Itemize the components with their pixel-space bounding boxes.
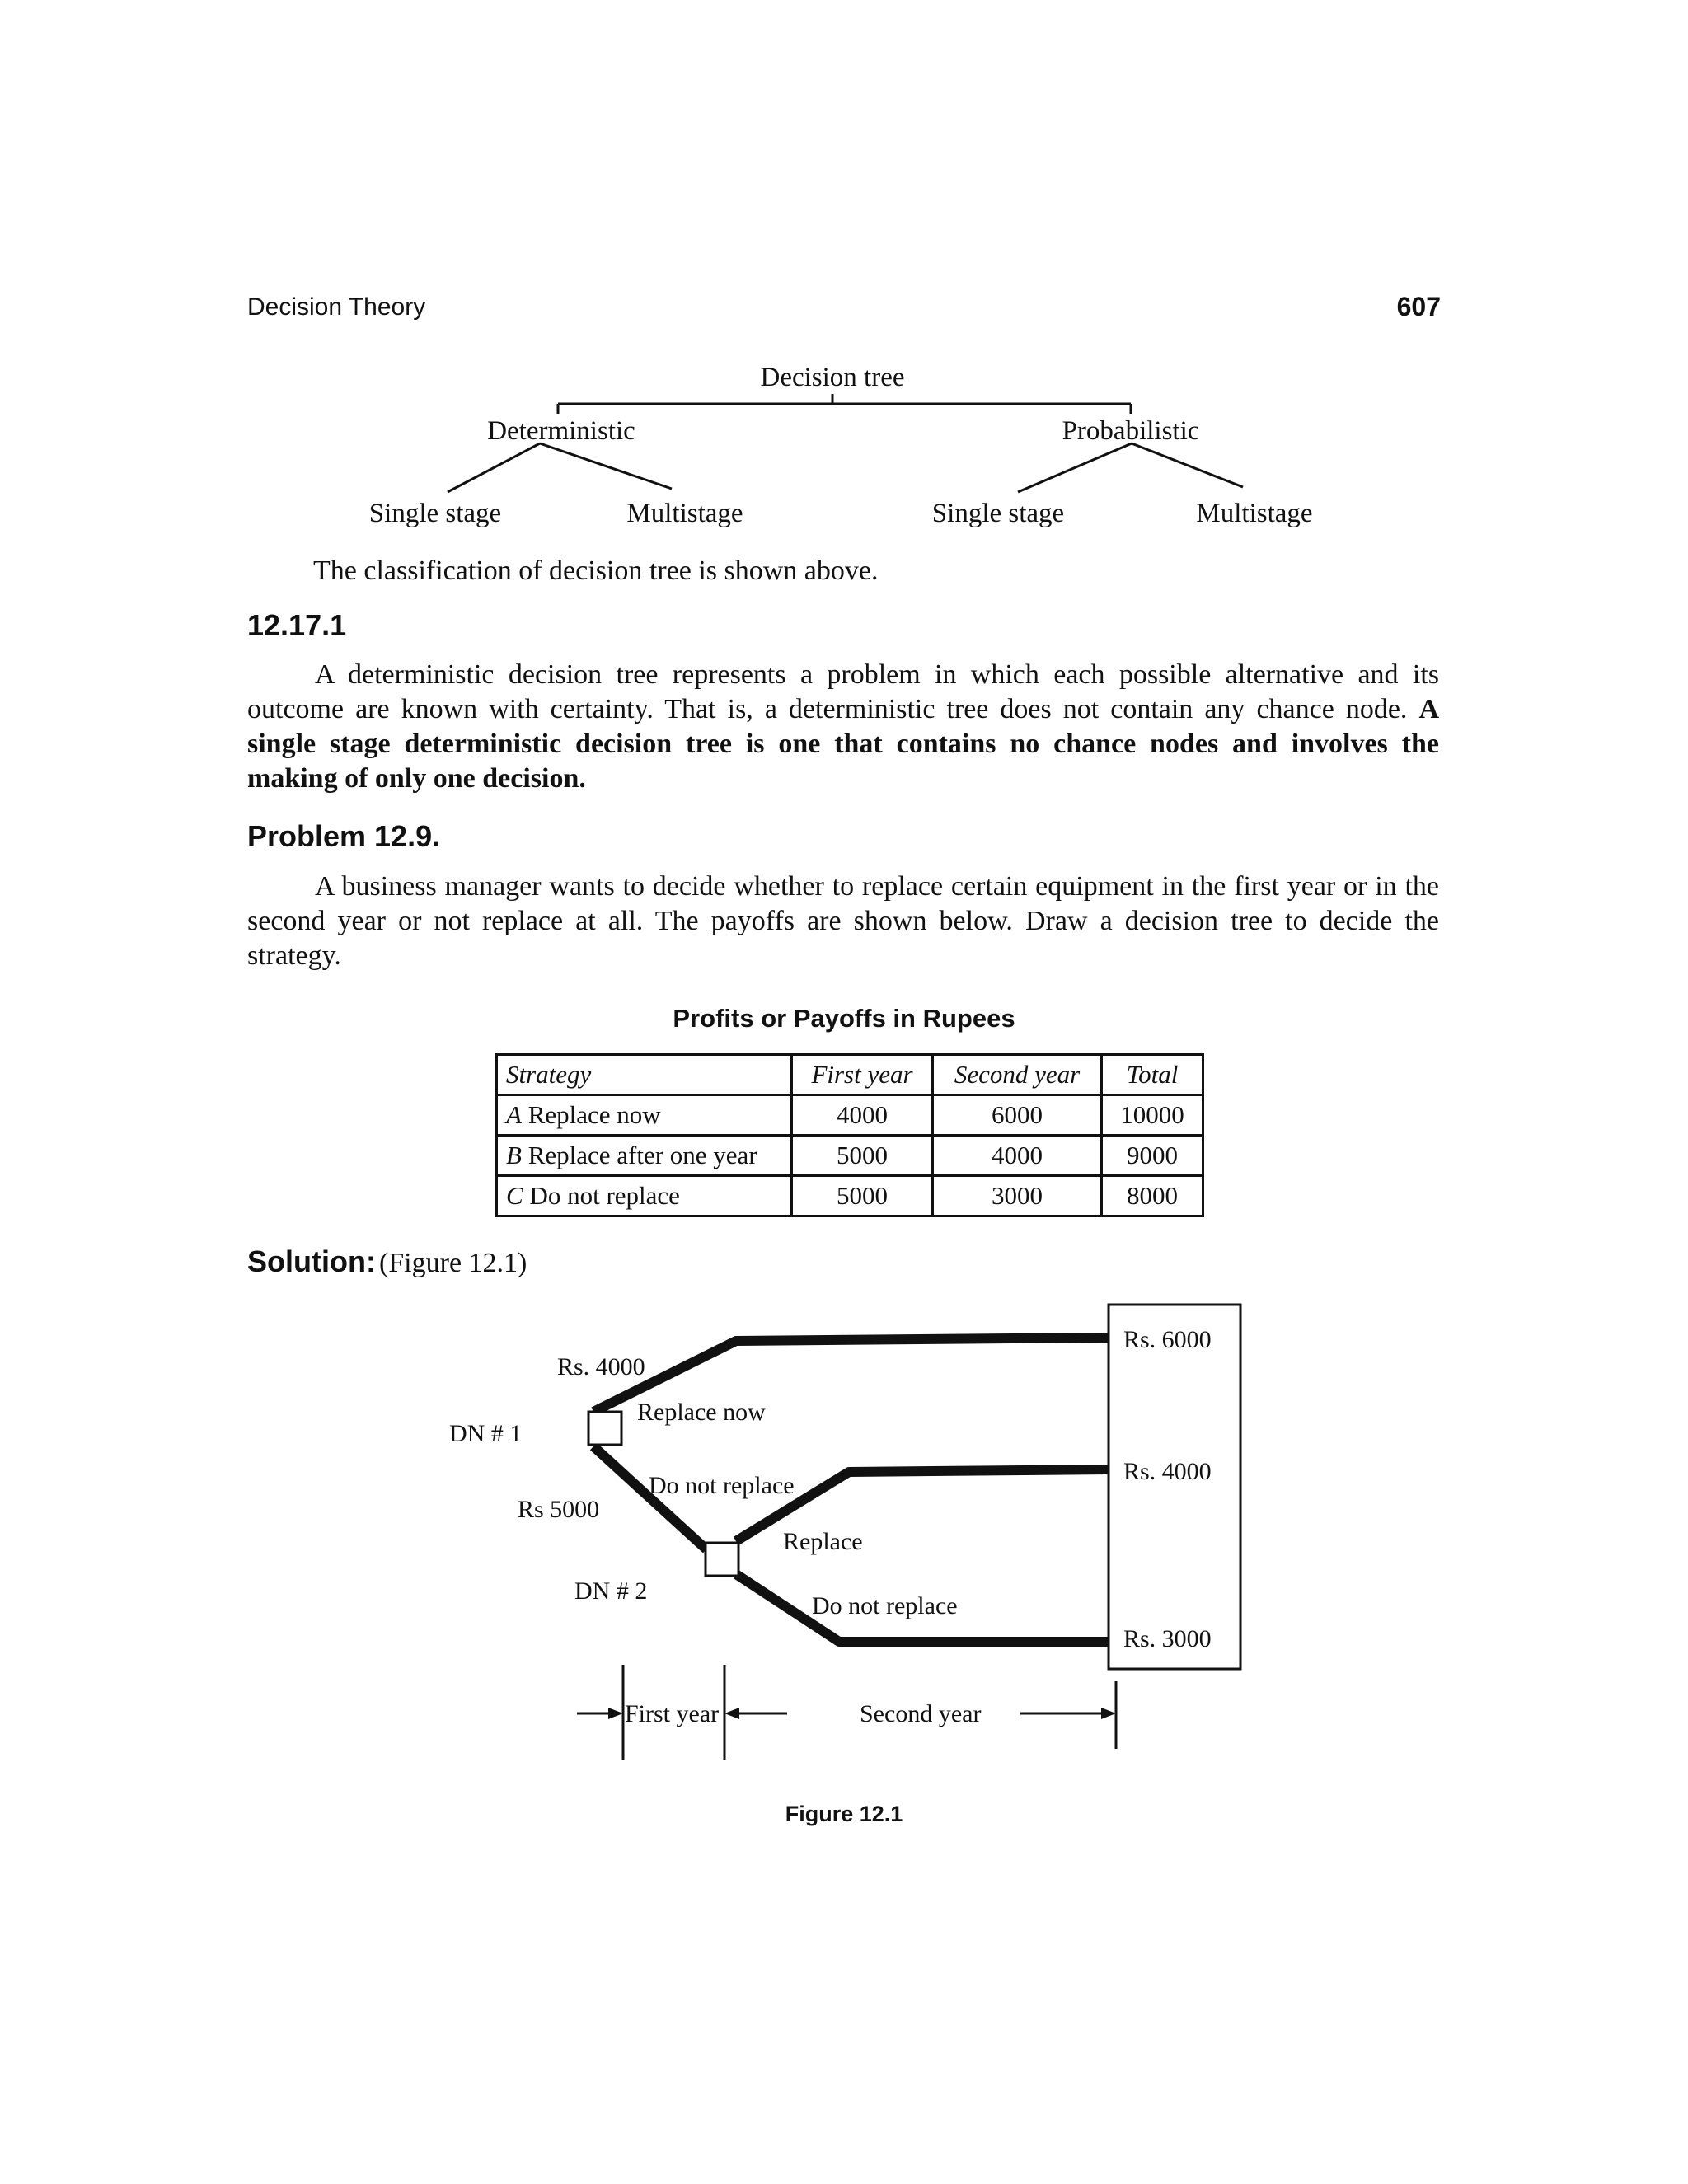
outcome-box [1109,1305,1240,1669]
table-cell: 10000 [1102,1095,1203,1136]
arrowhead-icon [608,1708,623,1719]
strategy-label: Replace after one year [528,1141,757,1169]
solution-label: Solution: [247,1244,376,1278]
classification-caption: The classification of decision tree is shown above. [313,555,879,586]
table-cell: 8000 [1102,1176,1203,1216]
table-cell: 4000 [933,1136,1102,1176]
strategy-letter: A [506,1100,522,1129]
strategy-letter: C [506,1181,523,1210]
table-cell: 4000 [792,1095,933,1136]
label-replace: Replace [783,1528,863,1555]
page-number: 607 [1396,292,1441,321]
arrowhead-icon [724,1708,739,1719]
outcome-rs-3000: Rs. 3000 [1123,1625,1212,1652]
table-cell: 3000 [933,1176,1102,1216]
decision-node-1 [588,1412,621,1445]
strategy-label: Replace now [528,1100,661,1129]
outcome-rs-6000: Rs. 6000 [1123,1326,1212,1353]
label-dn2: DN # 2 [574,1577,648,1605]
label-do-not-replace-2: Do not replace [812,1592,958,1619]
label-rs-5000: Rs 5000 [518,1496,600,1523]
strategy-label: Do not replace [529,1181,680,1210]
section-paragraph-normal: A deterministic decision tree represents a problem in which each possible alternative and its outcome are known with certainty. That is, a deterministic tree does not contain any chance node. [247,659,1439,724]
arrowhead-icon [1101,1708,1116,1719]
table-cell: 9000 [1102,1136,1203,1176]
strategy-letter: B [506,1141,522,1169]
solution-figure-ref: (Figure 12.1) [378,1248,528,1278]
tree-det-single-stage: Single stage [368,499,502,528]
table-header-cell: First year [792,1055,933,1095]
tree-root-label: Decision tree [760,363,905,392]
table-cell: 5000 [792,1136,933,1176]
tree-deterministic-label: Deterministic [487,416,635,446]
table-cell: 6000 [933,1095,1102,1136]
table-header-cell: Total [1102,1055,1203,1095]
label-do-not-replace-1: Do not replace [649,1472,795,1499]
section-paragraph-bold: A single stage deterministic decision tree is one that contains no chance nodes and involves the making of only one decision. [247,694,1440,794]
payoff-table-title: Profits or Payoffs in Rupees [673,1004,1015,1033]
label-rs-4000-branch: Rs. 4000 [557,1353,645,1380]
table-header-cell: Strategy [497,1055,792,1095]
section-number: 12.17.1 [247,608,347,642]
table-header-cell: Second year [933,1055,1102,1095]
figure-caption: Figure 12.1 [785,1802,903,1826]
label-dn1: DN # 1 [449,1420,523,1447]
decision-node-2 [706,1543,738,1576]
table-cell: 5000 [792,1176,933,1216]
problem-title: Problem 12.9. [247,819,441,853]
problem-text: A business manager wants to decide whether to replace certain equipment in the first year or in the second year or not replace at all. The payoffs are shown below. Draw a decision tree to decide the strategy. [247,871,1439,971]
tree-prob-multistage: Multistage [1196,499,1313,528]
tree-det-multistage: Multistage [626,499,743,528]
label-second-year: Second year [860,1700,982,1727]
outcome-rs-4000: Rs. 4000 [1123,1458,1212,1485]
tree-prob-single-stage: Single stage [931,499,1065,528]
label-replace-now: Replace now [637,1399,766,1426]
label-first-year: First year [625,1700,720,1727]
running-head: Decision Theory [247,293,426,321]
tree-probabilistic-label: Probabilistic [1062,416,1200,446]
